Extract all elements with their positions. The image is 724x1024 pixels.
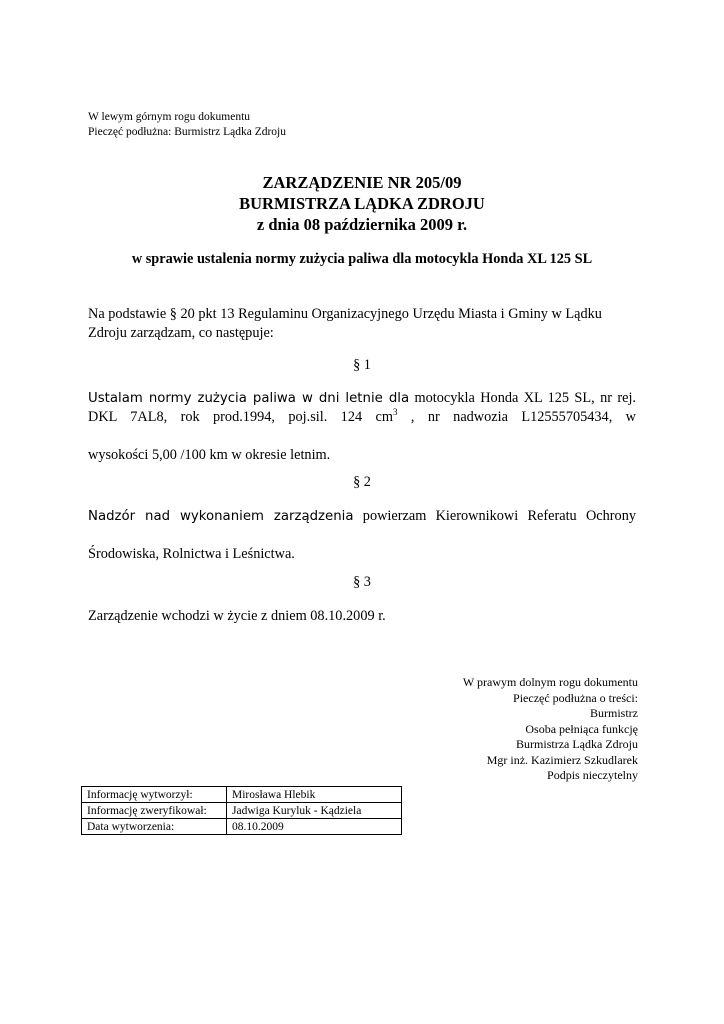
section-1-sans-text: Ustalam normy zużycia paliwa w dni letnie dla (88, 391, 410, 406)
stamp-note-line-1: W lewym górnym rogu dokumentu (88, 111, 251, 123)
section-1-text-line-3: wysokości 5,00 /100 km w okresie letnim. (88, 447, 331, 463)
top-left-stamp-note (88, 110, 286, 140)
signature-line: Burmistrz (590, 706, 638, 720)
table-row (82, 787, 402, 803)
title-line-2: BURMISTRZA LĄDKA ZDROJU (239, 194, 485, 213)
signature-line: Mgr inż. Kazimierz Szkudlarek (486, 752, 638, 767)
title-line-1: ZARZĄDZENIE NR 205/09 (262, 173, 462, 192)
legal-basis-paragraph (88, 305, 636, 343)
info-label: Informację wytworzył: (82, 787, 227, 803)
section-1-text-line-2a: nr rej. DKL 7AL8, rok prod.1994, poj.sil. 124 cm (88, 390, 636, 425)
section-2-text-line-2: Środowiska, Rolnictwa i Leśnictwa. (88, 546, 295, 562)
info-table (81, 786, 402, 835)
section-2-sans-text: Nadzór nad wykonaniem zarządzenia (88, 509, 354, 524)
table-row (82, 819, 402, 835)
section-1-heading: § 1 (353, 357, 371, 373)
info-value: Jadwiga Kuryluk - Kądziela (227, 803, 402, 819)
signature-line: Pieczęć podłużna o treści: (513, 690, 638, 705)
title-line-3: z dnia 08 października 2009 r. (256, 215, 468, 234)
document-title (0, 172, 724, 235)
signature-line: Burmistrza Lądka Zdroju (516, 737, 638, 751)
intro-line-1: Na podstawie § 20 pkt 13 Regulaminu Organizacyjnego Urzędu Miasta i Gminy w Lądku (88, 306, 602, 322)
section-1-paragraph (88, 389, 636, 465)
section-1-text-line-1: motocykla Honda XL 125 SL, (414, 390, 595, 406)
section-3-paragraph: Zarządzenie wchodzi w życie z dniem 08.10.2009 r. (88, 608, 386, 624)
info-value: Mirosława Hlebik (227, 787, 402, 803)
info-value: 08.10.2009 (227, 819, 402, 835)
section-1-text-line-2b: , nr nadwozia L12555705434, w (397, 409, 636, 425)
section-2-paragraph (88, 507, 636, 564)
section-3-heading: § 3 (353, 574, 371, 590)
signature-line: Osoba pełniąca funkcję (525, 721, 638, 736)
intro-line-2: Zdroju zarządzam, co następuje: (88, 325, 274, 341)
signature-line: Podpis nieczytelny (547, 768, 638, 782)
signature-line: W prawym dolnym rogu dokumentu (462, 675, 638, 689)
section-2-text-line-1: powierzam Kierownikowi Referatu Ochrony (362, 508, 637, 524)
document-subject: w sprawie ustalenia normy zużycia paliwa dla motocykla Honda XL 125 SL (131, 251, 593, 267)
superscript-3: 3 (393, 407, 398, 418)
section-2-heading: § 2 (353, 474, 371, 490)
stamp-note-line-2: Pieczęć podłużna: Burmistrz Lądka Zdroju (88, 126, 286, 138)
table-row (82, 803, 402, 819)
info-label: Informację zweryfikował: (82, 803, 227, 819)
info-label: Data wytworzenia: (82, 819, 227, 835)
signature-stamp-note (463, 675, 638, 784)
